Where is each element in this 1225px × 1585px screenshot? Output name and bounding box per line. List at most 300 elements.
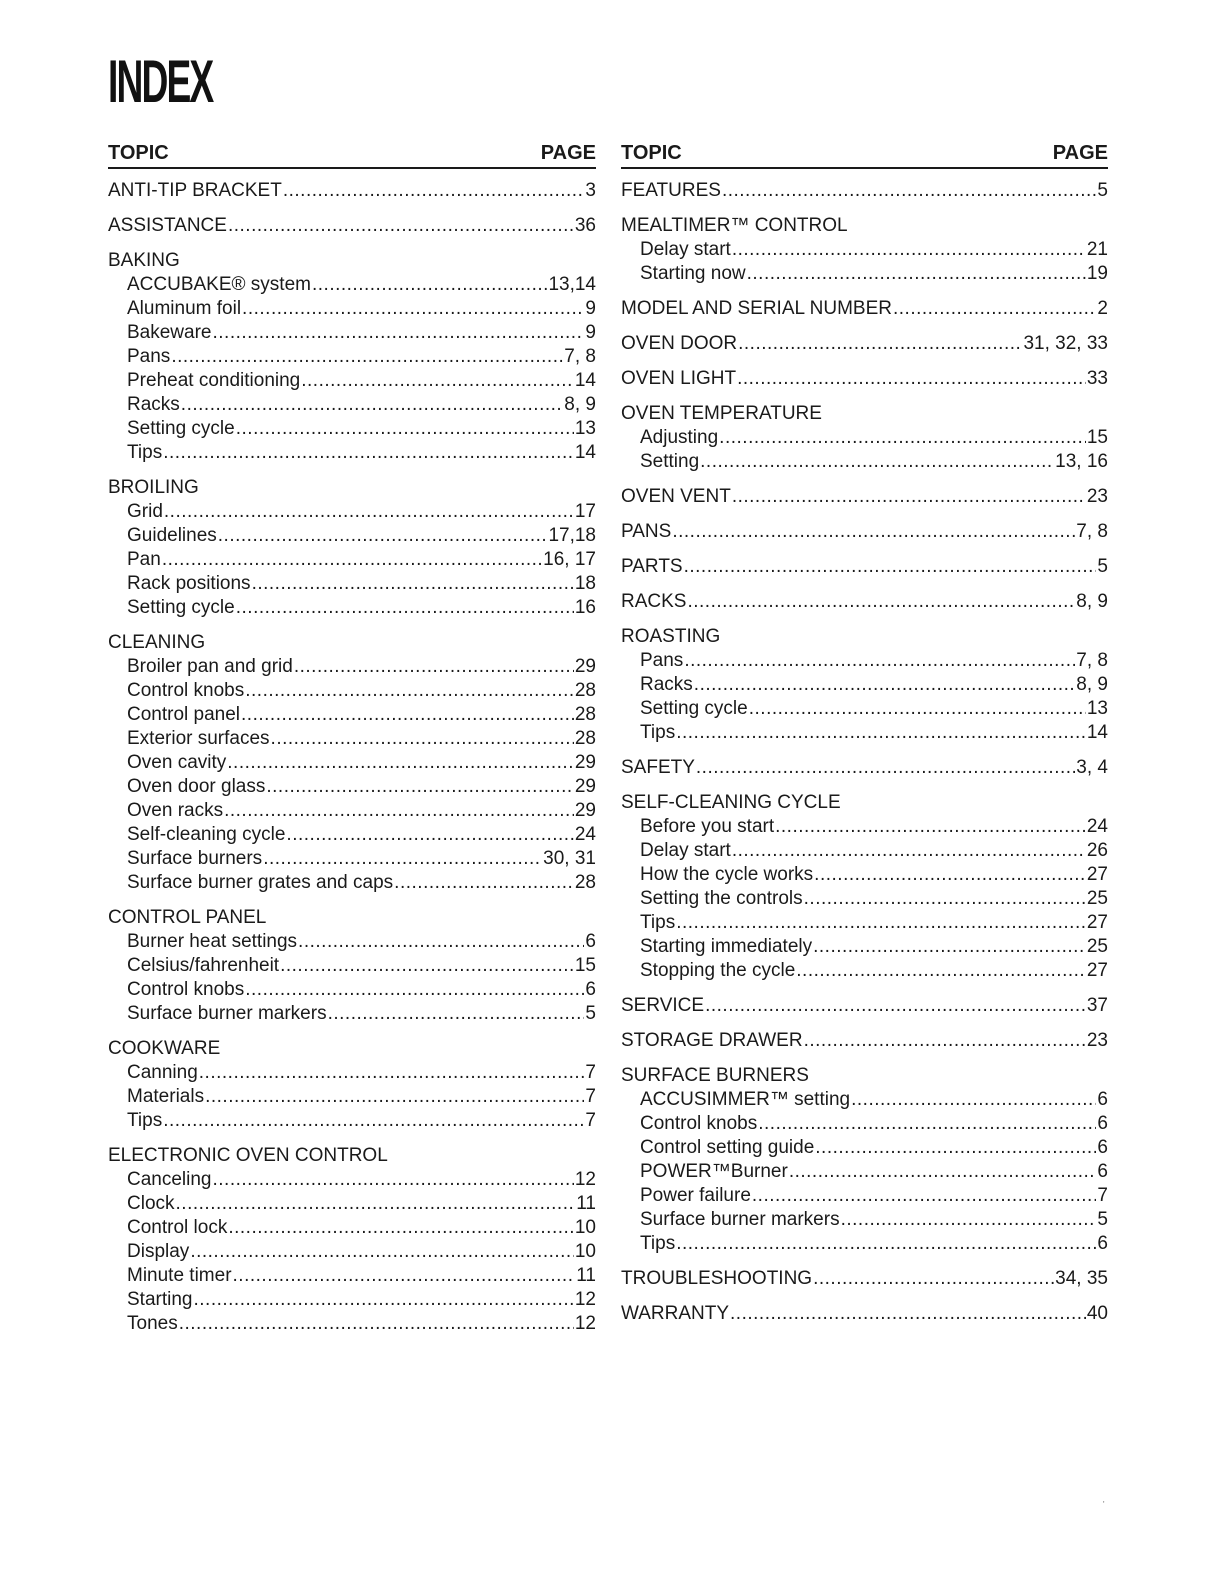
entry-topic: OVEN LIGHT bbox=[621, 368, 737, 389]
entry-topic: Oven door glass bbox=[127, 776, 266, 797]
entry-page: 3, 4 bbox=[1076, 757, 1108, 778]
dot-leader bbox=[163, 1109, 584, 1133]
entry-page: 37 bbox=[1086, 995, 1108, 1016]
dot-leader bbox=[328, 1002, 585, 1026]
entry-page: 29 bbox=[574, 656, 596, 677]
dot-leader bbox=[280, 954, 574, 978]
dot-leader bbox=[813, 935, 1086, 959]
entry-page: 16, 17 bbox=[543, 549, 596, 570]
entry-topic: SERVICE bbox=[621, 995, 705, 1016]
entry-page: 27 bbox=[1086, 864, 1108, 885]
entry-page: 29 bbox=[574, 776, 596, 797]
dot-leader bbox=[752, 1184, 1097, 1208]
dot-leader bbox=[301, 369, 574, 393]
index-section bbox=[621, 367, 1108, 391]
index-entry bbox=[108, 906, 596, 930]
entry-topic: Racks bbox=[640, 674, 693, 695]
index-section bbox=[621, 555, 1108, 579]
entry-page: 7 bbox=[585, 1062, 596, 1083]
index-entry bbox=[108, 249, 596, 273]
entry-page: 24 bbox=[1086, 816, 1108, 837]
entry-page: 13,14 bbox=[548, 274, 596, 295]
entry-topic: Canning bbox=[127, 1062, 198, 1083]
entry-topic: Setting cycle bbox=[127, 418, 235, 439]
index-subentry bbox=[108, 1264, 596, 1288]
entry-page: 3 bbox=[585, 180, 596, 201]
dot-leader bbox=[775, 815, 1086, 839]
index-subentry bbox=[108, 871, 596, 895]
index-entry bbox=[621, 625, 1108, 649]
entry-topic: MEALTIMER™ CONTROL bbox=[621, 215, 848, 236]
index-entry bbox=[108, 1037, 596, 1061]
entry-topic: PARTS bbox=[621, 556, 683, 577]
index-section bbox=[621, 179, 1108, 203]
dot-leader bbox=[700, 450, 1054, 474]
entry-page: 7 bbox=[585, 1110, 596, 1131]
dot-leader bbox=[814, 863, 1086, 887]
entry-topic: Setting cycle bbox=[640, 698, 748, 719]
index-entry bbox=[621, 791, 1108, 815]
dot-leader bbox=[738, 332, 1022, 356]
topic-header: TOPIC bbox=[108, 142, 169, 164]
dot-leader bbox=[732, 238, 1086, 262]
index-entry bbox=[621, 179, 1108, 203]
entry-page: 6 bbox=[1097, 1233, 1108, 1254]
entry-page: 15 bbox=[574, 955, 596, 976]
entry-page: 19 bbox=[1086, 263, 1108, 284]
index-subentry bbox=[621, 1232, 1108, 1256]
entry-page: 29 bbox=[574, 800, 596, 821]
dot-leader bbox=[283, 179, 585, 203]
entry-page: 13, 16 bbox=[1055, 451, 1108, 472]
index-subentry bbox=[108, 954, 596, 978]
index-subentry bbox=[108, 441, 596, 465]
entry-page: 10 bbox=[574, 1217, 596, 1238]
entry-topic: Aluminum foil bbox=[127, 298, 242, 319]
entry-topic: POWER™Burner bbox=[640, 1161, 788, 1182]
dot-leader bbox=[719, 426, 1086, 450]
entry-topic: ACCUBAKE® system bbox=[127, 274, 311, 295]
entry-page: 33 bbox=[1086, 368, 1108, 389]
dot-leader bbox=[749, 697, 1086, 721]
entry-topic: Exterior surfaces bbox=[127, 728, 270, 749]
entry-topic: ACCUSIMMER™ setting bbox=[640, 1089, 851, 1110]
entry-topic: OVEN DOOR bbox=[621, 333, 738, 354]
entry-page: 5 bbox=[1097, 180, 1108, 201]
entry-topic: Starting immediately bbox=[640, 936, 813, 957]
entry-topic: Materials bbox=[127, 1086, 205, 1107]
dot-leader bbox=[804, 887, 1086, 911]
entry-page: 7 bbox=[1097, 1185, 1108, 1206]
dot-leader bbox=[162, 548, 542, 572]
entry-topic: Rack positions bbox=[127, 573, 251, 594]
index-subentry bbox=[108, 751, 596, 775]
entry-topic: SAFETY bbox=[621, 757, 695, 778]
dot-leader bbox=[687, 590, 1075, 614]
entry-topic: Guidelines bbox=[127, 525, 217, 546]
dot-leader bbox=[394, 871, 574, 895]
index-entry bbox=[108, 179, 596, 203]
entry-page: 25 bbox=[1086, 888, 1108, 909]
entry-topic: STORAGE DRAWER bbox=[621, 1030, 803, 1051]
dot-leader bbox=[737, 367, 1086, 391]
dot-leader bbox=[796, 959, 1086, 983]
dot-leader bbox=[841, 1208, 1097, 1232]
entry-page: 11 bbox=[576, 1193, 596, 1214]
index-section bbox=[108, 1144, 596, 1336]
entry-topic: Tips bbox=[640, 1233, 676, 1254]
index-entry bbox=[621, 1064, 1108, 1088]
topic-header: TOPIC bbox=[621, 142, 682, 164]
entry-page: 9 bbox=[585, 298, 596, 319]
entry-page: 5 bbox=[1097, 1209, 1108, 1230]
entry-page: 31, 32, 33 bbox=[1023, 333, 1108, 354]
page-header: PAGE bbox=[540, 142, 596, 164]
index-subentry bbox=[108, 1109, 596, 1133]
index-subentry bbox=[108, 727, 596, 751]
dot-leader bbox=[312, 273, 547, 297]
index-section bbox=[621, 590, 1108, 614]
entry-page: 6 bbox=[585, 931, 596, 952]
index-section bbox=[108, 906, 596, 1026]
entry-page: 15 bbox=[1086, 427, 1108, 448]
dot-leader bbox=[804, 1029, 1086, 1053]
entry-page: 28 bbox=[574, 680, 596, 701]
index-subentry bbox=[108, 930, 596, 954]
entry-page: 12 bbox=[574, 1313, 596, 1334]
entry-topic: SURFACE BURNERS bbox=[621, 1065, 809, 1086]
dot-leader bbox=[672, 520, 1075, 544]
entry-page: 7, 8 bbox=[1076, 521, 1108, 542]
dot-leader bbox=[227, 751, 574, 775]
entry-topic: Control panel bbox=[127, 704, 241, 725]
index-section bbox=[621, 332, 1108, 356]
dot-leader bbox=[163, 441, 574, 465]
entry-topic: WARRANTY bbox=[621, 1303, 730, 1324]
index-section bbox=[621, 791, 1108, 983]
entry-page: 16 bbox=[574, 597, 596, 618]
index-entry bbox=[621, 332, 1108, 356]
index-subentry bbox=[108, 823, 596, 847]
dot-leader bbox=[286, 823, 573, 847]
index-subentry bbox=[108, 1002, 596, 1026]
entry-topic: Delay start bbox=[640, 239, 731, 260]
entry-page: 17,18 bbox=[548, 525, 596, 546]
index-entry bbox=[621, 555, 1108, 579]
index-section bbox=[621, 1064, 1108, 1256]
index-subentry bbox=[621, 1112, 1108, 1136]
dot-leader bbox=[164, 500, 574, 524]
index-section bbox=[621, 1029, 1108, 1053]
entry-topic: RACKS bbox=[621, 591, 687, 612]
entry-topic: Control setting guide bbox=[640, 1137, 815, 1158]
entry-topic: Surface burners bbox=[127, 848, 263, 869]
entry-page: 12 bbox=[574, 1169, 596, 1190]
entry-page: 23 bbox=[1086, 1030, 1108, 1051]
index-entry bbox=[621, 994, 1108, 1018]
dot-leader bbox=[241, 703, 574, 727]
entry-topic: Preheat conditioning bbox=[127, 370, 301, 391]
entry-topic: Setting cycle bbox=[127, 597, 235, 618]
dot-leader bbox=[789, 1160, 1097, 1184]
index-section bbox=[621, 520, 1108, 544]
index-section bbox=[621, 402, 1108, 474]
entry-topic: Adjusting bbox=[640, 427, 719, 448]
index-subentry bbox=[108, 1192, 596, 1216]
entry-topic: Surface burner grates and caps bbox=[127, 872, 394, 893]
entry-topic: Surface burner markers bbox=[640, 1209, 840, 1230]
index-subentry bbox=[621, 815, 1108, 839]
entry-topic: Tones bbox=[127, 1313, 178, 1334]
index-subentry bbox=[621, 887, 1108, 911]
entry-topic: Starting now bbox=[640, 263, 746, 284]
dot-leader bbox=[245, 679, 574, 703]
index-entry bbox=[621, 485, 1108, 509]
entry-topic: Display bbox=[127, 1241, 190, 1262]
index-section bbox=[621, 1302, 1108, 1326]
index-subentry bbox=[108, 345, 596, 369]
entry-page: 13 bbox=[1086, 698, 1108, 719]
index-subentry bbox=[108, 1312, 596, 1336]
entry-topic: TROUBLESHOOTING bbox=[621, 1268, 813, 1289]
index-section bbox=[621, 625, 1108, 745]
index-entry bbox=[108, 214, 596, 238]
entry-page: 6 bbox=[1097, 1137, 1108, 1158]
entry-page: 24 bbox=[574, 824, 596, 845]
entry-topic: Tips bbox=[127, 1110, 163, 1131]
index-entry bbox=[108, 631, 596, 655]
entry-topic: Oven racks bbox=[127, 800, 224, 821]
entry-topic: Control lock bbox=[127, 1217, 228, 1238]
index-section bbox=[108, 1037, 596, 1133]
index-subentry bbox=[108, 1240, 596, 1264]
index-subentry bbox=[108, 524, 596, 548]
dot-leader bbox=[213, 1168, 574, 1192]
dot-leader bbox=[730, 1302, 1086, 1326]
entry-page: 8, 9 bbox=[1076, 674, 1108, 695]
entry-topic: Minute timer bbox=[127, 1265, 232, 1286]
entry-page: 14 bbox=[1086, 722, 1108, 743]
entry-page: 27 bbox=[1086, 960, 1108, 981]
dot-leader bbox=[242, 297, 584, 321]
entry-page: 9 bbox=[585, 322, 596, 343]
index-entry bbox=[621, 367, 1108, 391]
dot-leader bbox=[199, 1061, 585, 1085]
dot-leader bbox=[676, 911, 1086, 935]
dot-leader bbox=[176, 1192, 576, 1216]
dot-leader bbox=[696, 756, 1075, 780]
index-entry bbox=[621, 297, 1108, 321]
index-subentry bbox=[108, 369, 596, 393]
entry-page: 6 bbox=[1097, 1113, 1108, 1134]
index-subentry bbox=[108, 500, 596, 524]
dot-leader bbox=[893, 297, 1096, 321]
entry-page: 6 bbox=[1097, 1161, 1108, 1182]
index-entry bbox=[621, 590, 1108, 614]
entry-page: 27 bbox=[1086, 912, 1108, 933]
index-section bbox=[621, 1267, 1108, 1291]
index-subentry bbox=[108, 703, 596, 727]
dot-leader bbox=[676, 721, 1086, 745]
entry-page: 28 bbox=[574, 872, 596, 893]
entry-page: 13 bbox=[574, 418, 596, 439]
index-entry bbox=[621, 1267, 1108, 1291]
dot-leader bbox=[815, 1136, 1096, 1160]
entry-page: 23 bbox=[1086, 486, 1108, 507]
dot-leader bbox=[205, 1085, 584, 1109]
index-entry bbox=[621, 520, 1108, 544]
index-subentry bbox=[621, 673, 1108, 697]
index-subentry bbox=[108, 799, 596, 823]
entry-topic: ANTI-TIP BRACKET bbox=[108, 180, 282, 201]
corner-mark: ' bbox=[1103, 1500, 1105, 1509]
entry-page: 5 bbox=[585, 1003, 596, 1024]
index-subentry bbox=[621, 262, 1108, 286]
entry-topic: Delay start bbox=[640, 840, 731, 861]
dot-leader bbox=[190, 1240, 574, 1264]
index-subentry bbox=[621, 863, 1108, 887]
entry-topic: Pans bbox=[127, 346, 171, 367]
entry-page: 5 bbox=[1097, 556, 1108, 577]
entry-page: 8, 9 bbox=[1076, 591, 1108, 612]
dot-leader bbox=[213, 321, 585, 345]
entry-page: 17 bbox=[574, 501, 596, 522]
index-subentry bbox=[621, 839, 1108, 863]
entry-topic: Oven cavity bbox=[127, 752, 227, 773]
entry-page: 26 bbox=[1086, 840, 1108, 861]
entry-topic: Racks bbox=[127, 394, 180, 415]
entry-page: 25 bbox=[1086, 936, 1108, 957]
dot-leader bbox=[676, 1232, 1096, 1256]
entry-topic: Setting bbox=[640, 451, 700, 472]
index-list-left bbox=[108, 179, 596, 1336]
index-subentry bbox=[108, 655, 596, 679]
index-entry bbox=[108, 476, 596, 500]
entry-topic: Celsius/fahrenheit bbox=[127, 955, 280, 976]
dot-leader bbox=[218, 524, 548, 548]
entry-page: 2 bbox=[1097, 298, 1108, 319]
dot-leader bbox=[732, 485, 1086, 509]
entry-page: 7, 8 bbox=[1076, 650, 1108, 671]
index-entry bbox=[621, 402, 1108, 426]
index-subentry bbox=[108, 572, 596, 596]
entry-topic: Tips bbox=[640, 722, 676, 743]
entry-page: 8, 9 bbox=[564, 394, 596, 415]
entry-topic: Power failure bbox=[640, 1185, 751, 1206]
dot-leader bbox=[171, 345, 563, 369]
index-section bbox=[621, 994, 1108, 1018]
dot-leader bbox=[266, 775, 574, 799]
index-subentry bbox=[108, 847, 596, 871]
index-section bbox=[621, 214, 1108, 286]
index-section bbox=[108, 476, 596, 620]
entry-page: 12 bbox=[574, 1289, 596, 1310]
dot-leader bbox=[722, 179, 1096, 203]
page-header: PAGE bbox=[1052, 142, 1108, 164]
entry-page: 10 bbox=[574, 1241, 596, 1262]
page-title: INDEX bbox=[108, 48, 213, 115]
entry-topic: Clock bbox=[127, 1193, 175, 1214]
entry-page: 28 bbox=[574, 728, 596, 749]
dot-leader bbox=[684, 649, 1075, 673]
entry-topic: FEATURES bbox=[621, 180, 721, 201]
index-subentry bbox=[108, 1288, 596, 1312]
index-subentry bbox=[108, 321, 596, 345]
entry-topic: Starting bbox=[127, 1289, 193, 1310]
entry-topic: Burner heat settings bbox=[127, 931, 298, 952]
entry-topic: OVEN VENT bbox=[621, 486, 731, 507]
index-subentry bbox=[108, 548, 596, 572]
dot-leader bbox=[294, 655, 574, 679]
dot-leader bbox=[193, 1288, 573, 1312]
index-entry bbox=[621, 756, 1108, 780]
entry-topic: Setting the controls bbox=[640, 888, 803, 909]
entry-page: 40 bbox=[1086, 1303, 1108, 1324]
index-column-left bbox=[108, 139, 596, 1347]
entry-topic: Pan bbox=[127, 549, 161, 570]
entry-topic: Control knobs bbox=[127, 979, 245, 1000]
index-section bbox=[108, 249, 596, 465]
index-subentry bbox=[621, 426, 1108, 450]
entry-topic: ASSISTANCE bbox=[108, 215, 227, 236]
dot-leader bbox=[245, 978, 584, 1002]
dot-leader bbox=[694, 673, 1076, 697]
entry-topic: PANS bbox=[621, 521, 672, 542]
entry-topic: ROASTING bbox=[621, 626, 721, 647]
index-entry bbox=[621, 1302, 1108, 1326]
index-subentry bbox=[621, 450, 1108, 474]
index-subentry bbox=[108, 679, 596, 703]
entry-page: 28 bbox=[574, 704, 596, 725]
entry-topic: BROILING bbox=[108, 477, 199, 498]
entry-page: 30, 31 bbox=[543, 848, 596, 869]
dot-leader bbox=[684, 555, 1097, 579]
entry-topic: MODEL AND SERIAL NUMBER bbox=[621, 298, 892, 319]
entry-topic: Surface burner markers bbox=[127, 1003, 327, 1024]
index-entry bbox=[108, 1144, 596, 1168]
index-subentry bbox=[621, 935, 1108, 959]
index-subentry bbox=[621, 238, 1108, 262]
entry-topic: Control knobs bbox=[640, 1113, 758, 1134]
index-entry bbox=[621, 214, 1108, 238]
index-column-right bbox=[621, 139, 1108, 1337]
index-subentry bbox=[108, 417, 596, 441]
dot-leader bbox=[263, 847, 542, 871]
dot-leader bbox=[813, 1267, 1054, 1291]
entry-page: 29 bbox=[574, 752, 596, 773]
index-subentry bbox=[108, 297, 596, 321]
entry-topic: CONTROL PANEL bbox=[108, 907, 267, 928]
index-subentry bbox=[621, 649, 1108, 673]
dot-leader bbox=[271, 727, 574, 751]
index-section bbox=[108, 631, 596, 895]
index-list-right bbox=[621, 179, 1108, 1326]
dot-leader bbox=[732, 839, 1086, 863]
entry-page: 21 bbox=[1086, 239, 1108, 260]
entry-topic: Grid bbox=[127, 501, 163, 522]
entry-topic: Broiler pan and grid bbox=[127, 656, 293, 677]
index-section bbox=[621, 297, 1108, 321]
entry-page: 34, 35 bbox=[1055, 1268, 1108, 1289]
index-section bbox=[108, 179, 596, 203]
index-subentry bbox=[621, 1184, 1108, 1208]
entry-topic: Pans bbox=[640, 650, 684, 671]
index-subentry bbox=[108, 596, 596, 620]
index-section bbox=[621, 756, 1108, 780]
entry-page: 14 bbox=[574, 442, 596, 463]
index-subentry bbox=[108, 978, 596, 1002]
entry-page: 7 bbox=[585, 1086, 596, 1107]
